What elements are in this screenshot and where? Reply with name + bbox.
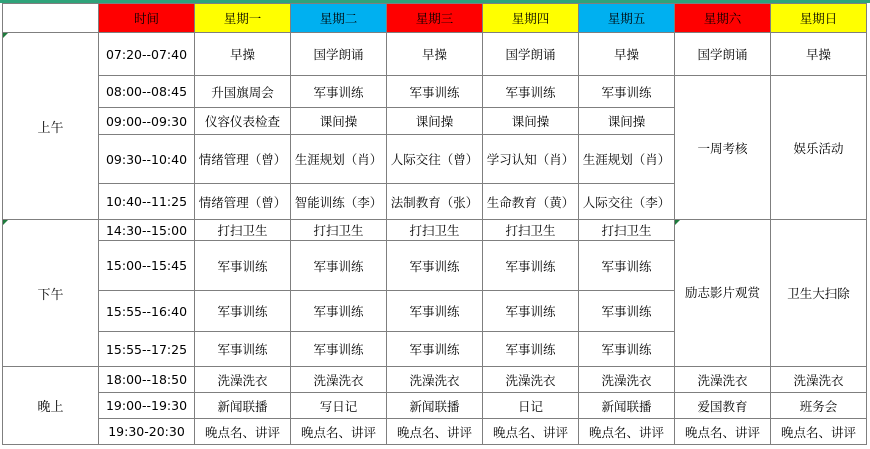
schedule-cell[interactable]: 人际交往（曾） <box>387 135 483 184</box>
time-cell[interactable]: 10:40--11:25 <box>99 184 195 220</box>
schedule-cell[interactable]: 军事训练 <box>387 291 483 332</box>
schedule-cell[interactable]: 洗澡洗衣 <box>675 367 771 393</box>
header-time[interactable]: 时间 <box>99 4 195 33</box>
schedule-cell[interactable]: 仪容仪表检查 <box>195 108 291 135</box>
schedule-cell[interactable]: 军事训练 <box>579 76 675 108</box>
time-cell[interactable]: 15:00--15:45 <box>99 241 195 291</box>
schedule-cell[interactable]: 课间操 <box>291 108 387 135</box>
schedule-cell[interactable]: 法制教育（张） <box>387 184 483 220</box>
schedule-cell[interactable]: 打扫卫生 <box>291 220 387 241</box>
merged-cell-sat-morning[interactable]: 一周考核 <box>675 76 771 220</box>
schedule-cell[interactable]: 班务会 <box>771 393 867 419</box>
schedule-cell[interactable]: 军事训练 <box>195 332 291 367</box>
schedule-cell[interactable]: 军事训练 <box>483 332 579 367</box>
schedule-cell[interactable]: 军事训练 <box>483 76 579 108</box>
table-row <box>3 220 867 241</box>
schedule-cell[interactable]: 晚点名、讲评 <box>483 419 579 445</box>
schedule-cell[interactable]: 晚点名、讲评 <box>579 419 675 445</box>
schedule-cell[interactable]: 军事训练 <box>195 291 291 332</box>
time-cell[interactable]: 19:00--19:30 <box>99 393 195 419</box>
schedule-cell[interactable]: 情绪管理（曾） <box>195 184 291 220</box>
schedule-cell[interactable]: 军事训练 <box>387 332 483 367</box>
time-cell[interactable]: 15:55--17:25 <box>99 332 195 367</box>
schedule-cell[interactable]: 情绪管理（曾） <box>195 135 291 184</box>
schedule-cell[interactable]: 早操 <box>579 33 675 76</box>
cell-comment-marker <box>3 220 8 225</box>
time-cell[interactable]: 19:30-20:30 <box>99 419 195 445</box>
time-cell[interactable]: 18:00--18:50 <box>99 367 195 393</box>
schedule-cell[interactable]: 打扫卫生 <box>579 220 675 241</box>
cell-comment-marker <box>3 33 8 38</box>
header-blank-cell[interactable] <box>3 4 99 33</box>
schedule-cell[interactable]: 人际交往（李） <box>579 184 675 220</box>
schedule-cell[interactable]: 洗澡洗衣 <box>387 367 483 393</box>
table-row <box>3 367 867 393</box>
header-monday[interactable]: 星期一 <box>195 4 291 33</box>
schedule-cell[interactable]: 写日记 <box>291 393 387 419</box>
schedule-cell[interactable]: 军事训练 <box>291 332 387 367</box>
schedule-cell[interactable]: 洗澡洗衣 <box>195 367 291 393</box>
schedule-cell[interactable]: 早操 <box>771 33 867 76</box>
time-cell[interactable]: 09:00--09:30 <box>99 108 195 135</box>
schedule-cell[interactable]: 晚点名、讲评 <box>675 419 771 445</box>
schedule-cell[interactable]: 军事训练 <box>483 291 579 332</box>
schedule-cell[interactable]: 学习认知（肖） <box>483 135 579 184</box>
schedule-cell[interactable]: 洗澡洗衣 <box>771 367 867 393</box>
period-evening[interactable]: 晚上 <box>3 367 99 445</box>
schedule-cell[interactable]: 爱国教育 <box>675 393 771 419</box>
schedule-cell[interactable]: 生涯规划（肖） <box>291 135 387 184</box>
schedule-cell[interactable]: 军事训练 <box>195 241 291 291</box>
schedule-cell[interactable]: 课间操 <box>579 108 675 135</box>
schedule-cell[interactable]: 军事训练 <box>483 241 579 291</box>
period-label: 下午 <box>37 287 64 303</box>
schedule-cell[interactable]: 打扫卫生 <box>483 220 579 241</box>
schedule-cell[interactable]: 新闻联播 <box>579 393 675 419</box>
schedule-cell[interactable]: 升国旗周会 <box>195 76 291 108</box>
schedule-cell[interactable]: 晚点名、讲评 <box>291 419 387 445</box>
header-thursday[interactable]: 星期四 <box>483 4 579 33</box>
period-afternoon[interactable] <box>3 220 99 367</box>
header-friday[interactable]: 星期五 <box>579 4 675 33</box>
schedule-cell[interactable]: 军事训练 <box>387 241 483 291</box>
schedule-cell[interactable]: 生命教育（黄） <box>483 184 579 220</box>
schedule-cell[interactable]: 国学朗诵 <box>675 33 771 76</box>
schedule-cell[interactable]: 军事训练 <box>387 76 483 108</box>
schedule-cell[interactable]: 课间操 <box>387 108 483 135</box>
merged-cell-sun-afternoon[interactable]: 卫生大扫除 <box>771 220 867 367</box>
header-wednesday[interactable]: 星期三 <box>387 4 483 33</box>
schedule-cell[interactable]: 新闻联播 <box>195 393 291 419</box>
schedule-cell[interactable]: 军事训练 <box>291 291 387 332</box>
header-tuesday[interactable]: 星期二 <box>291 4 387 33</box>
table-row <box>3 76 867 108</box>
schedule-cell[interactable]: 军事训练 <box>291 76 387 108</box>
table-row <box>3 393 867 419</box>
merged-cell-label: 励志影片观赏 <box>684 285 760 300</box>
schedule-cell[interactable]: 晚点名、讲评 <box>387 419 483 445</box>
schedule-cell[interactable]: 军事训练 <box>579 332 675 367</box>
schedule-cell[interactable]: 生涯规划（肖） <box>579 135 675 184</box>
header-sunday[interactable]: 星期日 <box>771 4 867 33</box>
schedule-cell[interactable]: 智能训练（李） <box>291 184 387 220</box>
schedule-cell[interactable]: 洗澡洗衣 <box>291 367 387 393</box>
time-cell[interactable]: 08:00--08:45 <box>99 76 195 108</box>
period-label: 上午 <box>37 120 64 136</box>
schedule-cell[interactable]: 军事训练 <box>579 291 675 332</box>
header-row <box>3 4 867 33</box>
time-cell[interactable]: 14:30--15:00 <box>99 220 195 241</box>
header-saturday[interactable]: 星期六 <box>675 4 771 33</box>
schedule-cell[interactable]: 打扫卫生 <box>195 220 291 241</box>
table-row <box>3 419 867 445</box>
schedule-cell[interactable]: 军事训练 <box>579 241 675 291</box>
schedule-cell[interactable]: 早操 <box>387 33 483 76</box>
time-cell[interactable]: 09:30--10:40 <box>99 135 195 184</box>
weekly-schedule-table <box>2 3 867 445</box>
schedule-cell[interactable]: 日记 <box>483 393 579 419</box>
schedule-cell[interactable]: 国学朗诵 <box>483 33 579 76</box>
time-cell[interactable]: 15:55--16:40 <box>99 291 195 332</box>
merged-cell-sat-afternoon[interactable] <box>675 220 771 367</box>
schedule-cell[interactable]: 晚点名、讲评 <box>771 419 867 445</box>
schedule-cell[interactable]: 新闻联播 <box>387 393 483 419</box>
time-cell[interactable]: 07:20--07:40 <box>99 33 195 76</box>
schedule-cell[interactable]: 洗澡洗衣 <box>483 367 579 393</box>
merged-cell-sun-morning[interactable]: 娱乐活动 <box>771 76 867 220</box>
schedule-cell[interactable]: 国学朗诵 <box>291 33 387 76</box>
cell-comment-marker <box>675 220 680 225</box>
schedule-cell[interactable]: 军事训练 <box>291 241 387 291</box>
schedule-cell[interactable]: 早操 <box>195 33 291 76</box>
schedule-cell[interactable]: 洗澡洗衣 <box>579 367 675 393</box>
period-morning[interactable] <box>3 33 99 220</box>
schedule-cell[interactable]: 晚点名、讲评 <box>195 419 291 445</box>
schedule-cell[interactable]: 打扫卫生 <box>387 220 483 241</box>
table-row <box>3 33 867 76</box>
schedule-cell[interactable]: 课间操 <box>483 108 579 135</box>
